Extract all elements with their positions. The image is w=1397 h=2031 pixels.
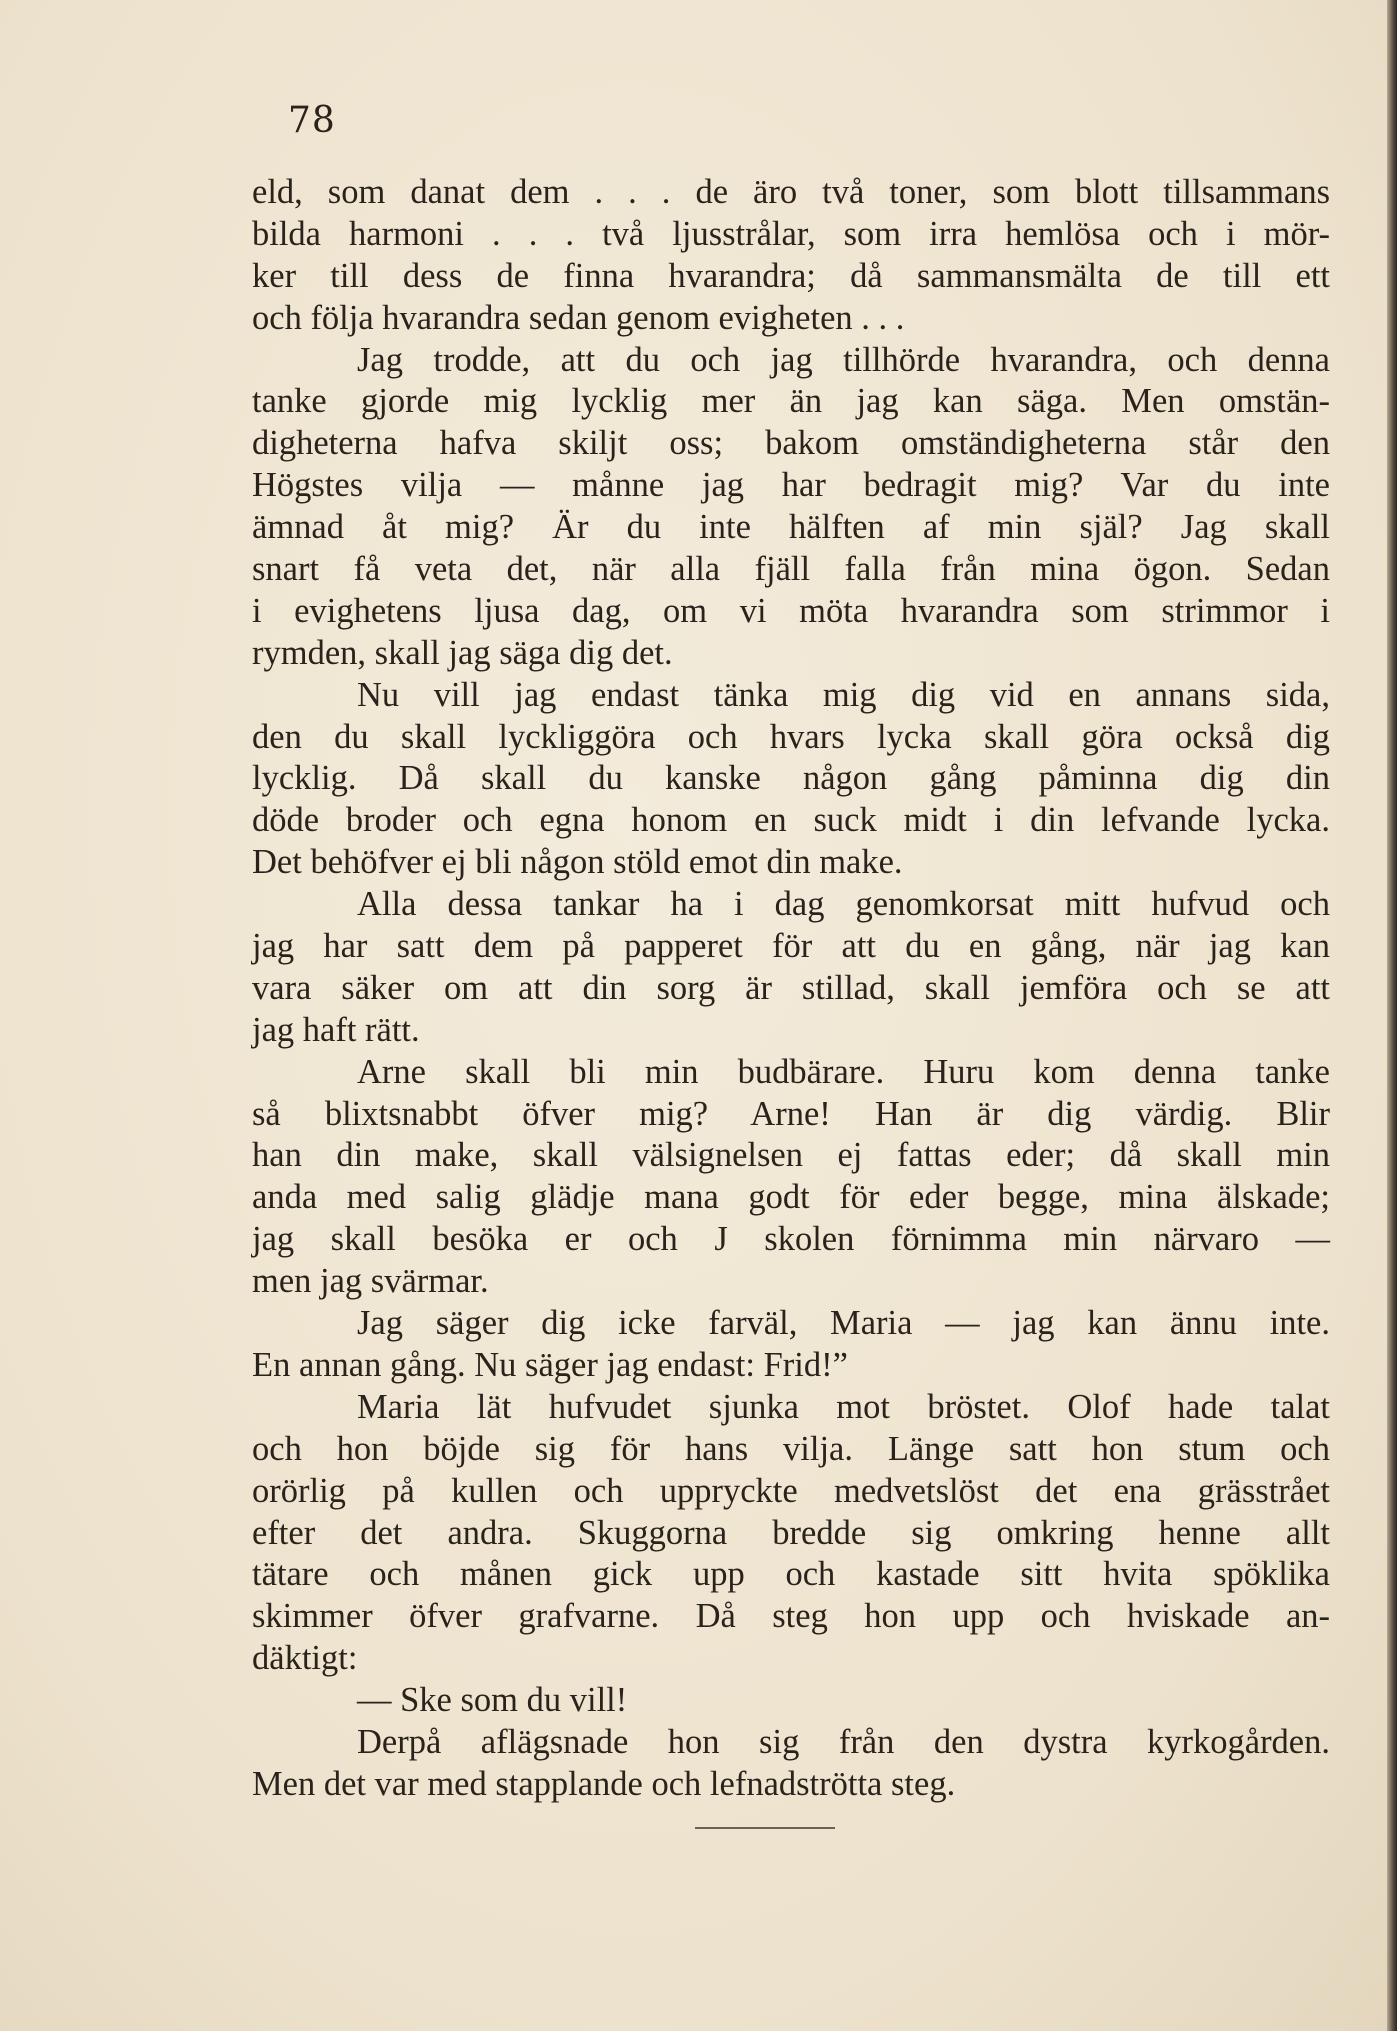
text-line: digheterna hafva skiljt oss; bakom omständigheterna står den: [252, 424, 1330, 463]
text-line: tanke gjorde mig lycklig mer än jag kan säga. Men omstän-: [252, 382, 1330, 421]
text-line: eld, som danat dem . . . de äro två toner, som blott tillsammans: [252, 173, 1330, 211]
text-line: bilda harmoni . . . två ljusstrålar, som irra hemlösa och i mör-: [252, 214, 1330, 253]
text-line: efter det andra. Skuggorna bredde sig omkring henne allt: [252, 1513, 1330, 1552]
page-number: 78: [288, 100, 336, 141]
text-line: snart få veta det, när alla fjäll falla från mina ögon. Sedan: [252, 550, 1330, 589]
text-line: döde broder och egna honom en suck midt i din lefvande lycka.: [252, 801, 1330, 840]
text-line: jag skall besöka er och J skolen förnimma min närvaro —: [252, 1220, 1330, 1259]
text-line: — Ske som du vill!: [357, 1681, 628, 1720]
text-line: Derpå aflägsnade hon sig från den dystra kyrkogården.: [357, 1722, 1330, 1761]
text-line: Maria lät hufvudet sjunka mot bröstet. Olof hade talat: [357, 1387, 1330, 1426]
body-text: [252, 172, 1330, 1806]
text-line: han din make, skall välsignelsen ej fattas eder; då skall min: [252, 1136, 1330, 1175]
text-line: orörlig på kullen och uppryckte medvetslöst det ena grässtrået: [252, 1471, 1330, 1510]
text-line: i evighetens ljusa dag, om vi möta hvarandra som strimmor i: [252, 591, 1330, 630]
text-line: Nu vill jag endast tänka mig dig vid en annans sida,: [357, 675, 1330, 714]
text-line: rymden, skall jag säga dig det.: [252, 633, 673, 672]
text-line: och följa hvarandra sedan genom evigheten . . .: [252, 298, 905, 337]
text-line: Men det var med stapplande och lefnadströtta steg.: [252, 1764, 956, 1803]
text-line: anda med salig glädje mana godt för eder begge, mina älskade;: [252, 1178, 1330, 1217]
text-line: ker till dess de finna hvarandra; då sammansmälta de till ett: [252, 256, 1330, 295]
text-line: ämnad åt mig? Är du inte hälften af min själ? Jag skall: [252, 508, 1330, 547]
text-line: Alla dessa tankar ha i dag genomkorsat mitt hufvud och: [357, 885, 1330, 924]
text-line: Jag säger dig icke farväl, Maria — jag kan ännu inte.: [357, 1304, 1330, 1343]
text-line: så blixtsnabbt öfver mig? Arne! Han är dig värdig. Blir: [252, 1094, 1330, 1133]
text-line: skimmer öfver grafvarne. Då steg hon upp och hviskade an-: [252, 1597, 1330, 1636]
end-rule: [695, 1827, 835, 1829]
text-line: och hon böjde sig för hans vilja. Länge satt hon stum och: [252, 1429, 1330, 1468]
text-line: Högstes vilja — månne jag har bedragit mig? Var du inte: [252, 466, 1330, 505]
text-line: vara säker om att din sorg är stillad, skall jemföra och se att: [252, 968, 1330, 1007]
text-line: den du skall lyckliggöra och hvars lycka skall göra också dig: [252, 717, 1330, 756]
text-line: Jag trodde, att du och jag tillhörde hvarandra, och denna: [357, 340, 1330, 379]
text-line: jag haft rätt.: [252, 1010, 420, 1049]
page-edge: [1387, 0, 1397, 2031]
text-line: En annan gång. Nu säger jag endast: Frid!”: [252, 1345, 848, 1384]
text-line: lycklig. Då skall du kanske någon gång påminna dig din: [252, 759, 1330, 798]
text-line: Arne skall bli min budbärare. Huru kom denna tanke: [357, 1052, 1330, 1091]
text-line: men jag svärmar.: [252, 1262, 489, 1301]
text-line: tätare och månen gick upp och kastade sitt hvita spöklika: [252, 1555, 1330, 1594]
text-line: Det behöfver ej bli någon stöld emot din make.: [252, 843, 903, 882]
text-line: jag har satt dem på papperet för att du en gång, när jag kan: [252, 927, 1330, 966]
text-line: däktigt:: [252, 1639, 358, 1678]
